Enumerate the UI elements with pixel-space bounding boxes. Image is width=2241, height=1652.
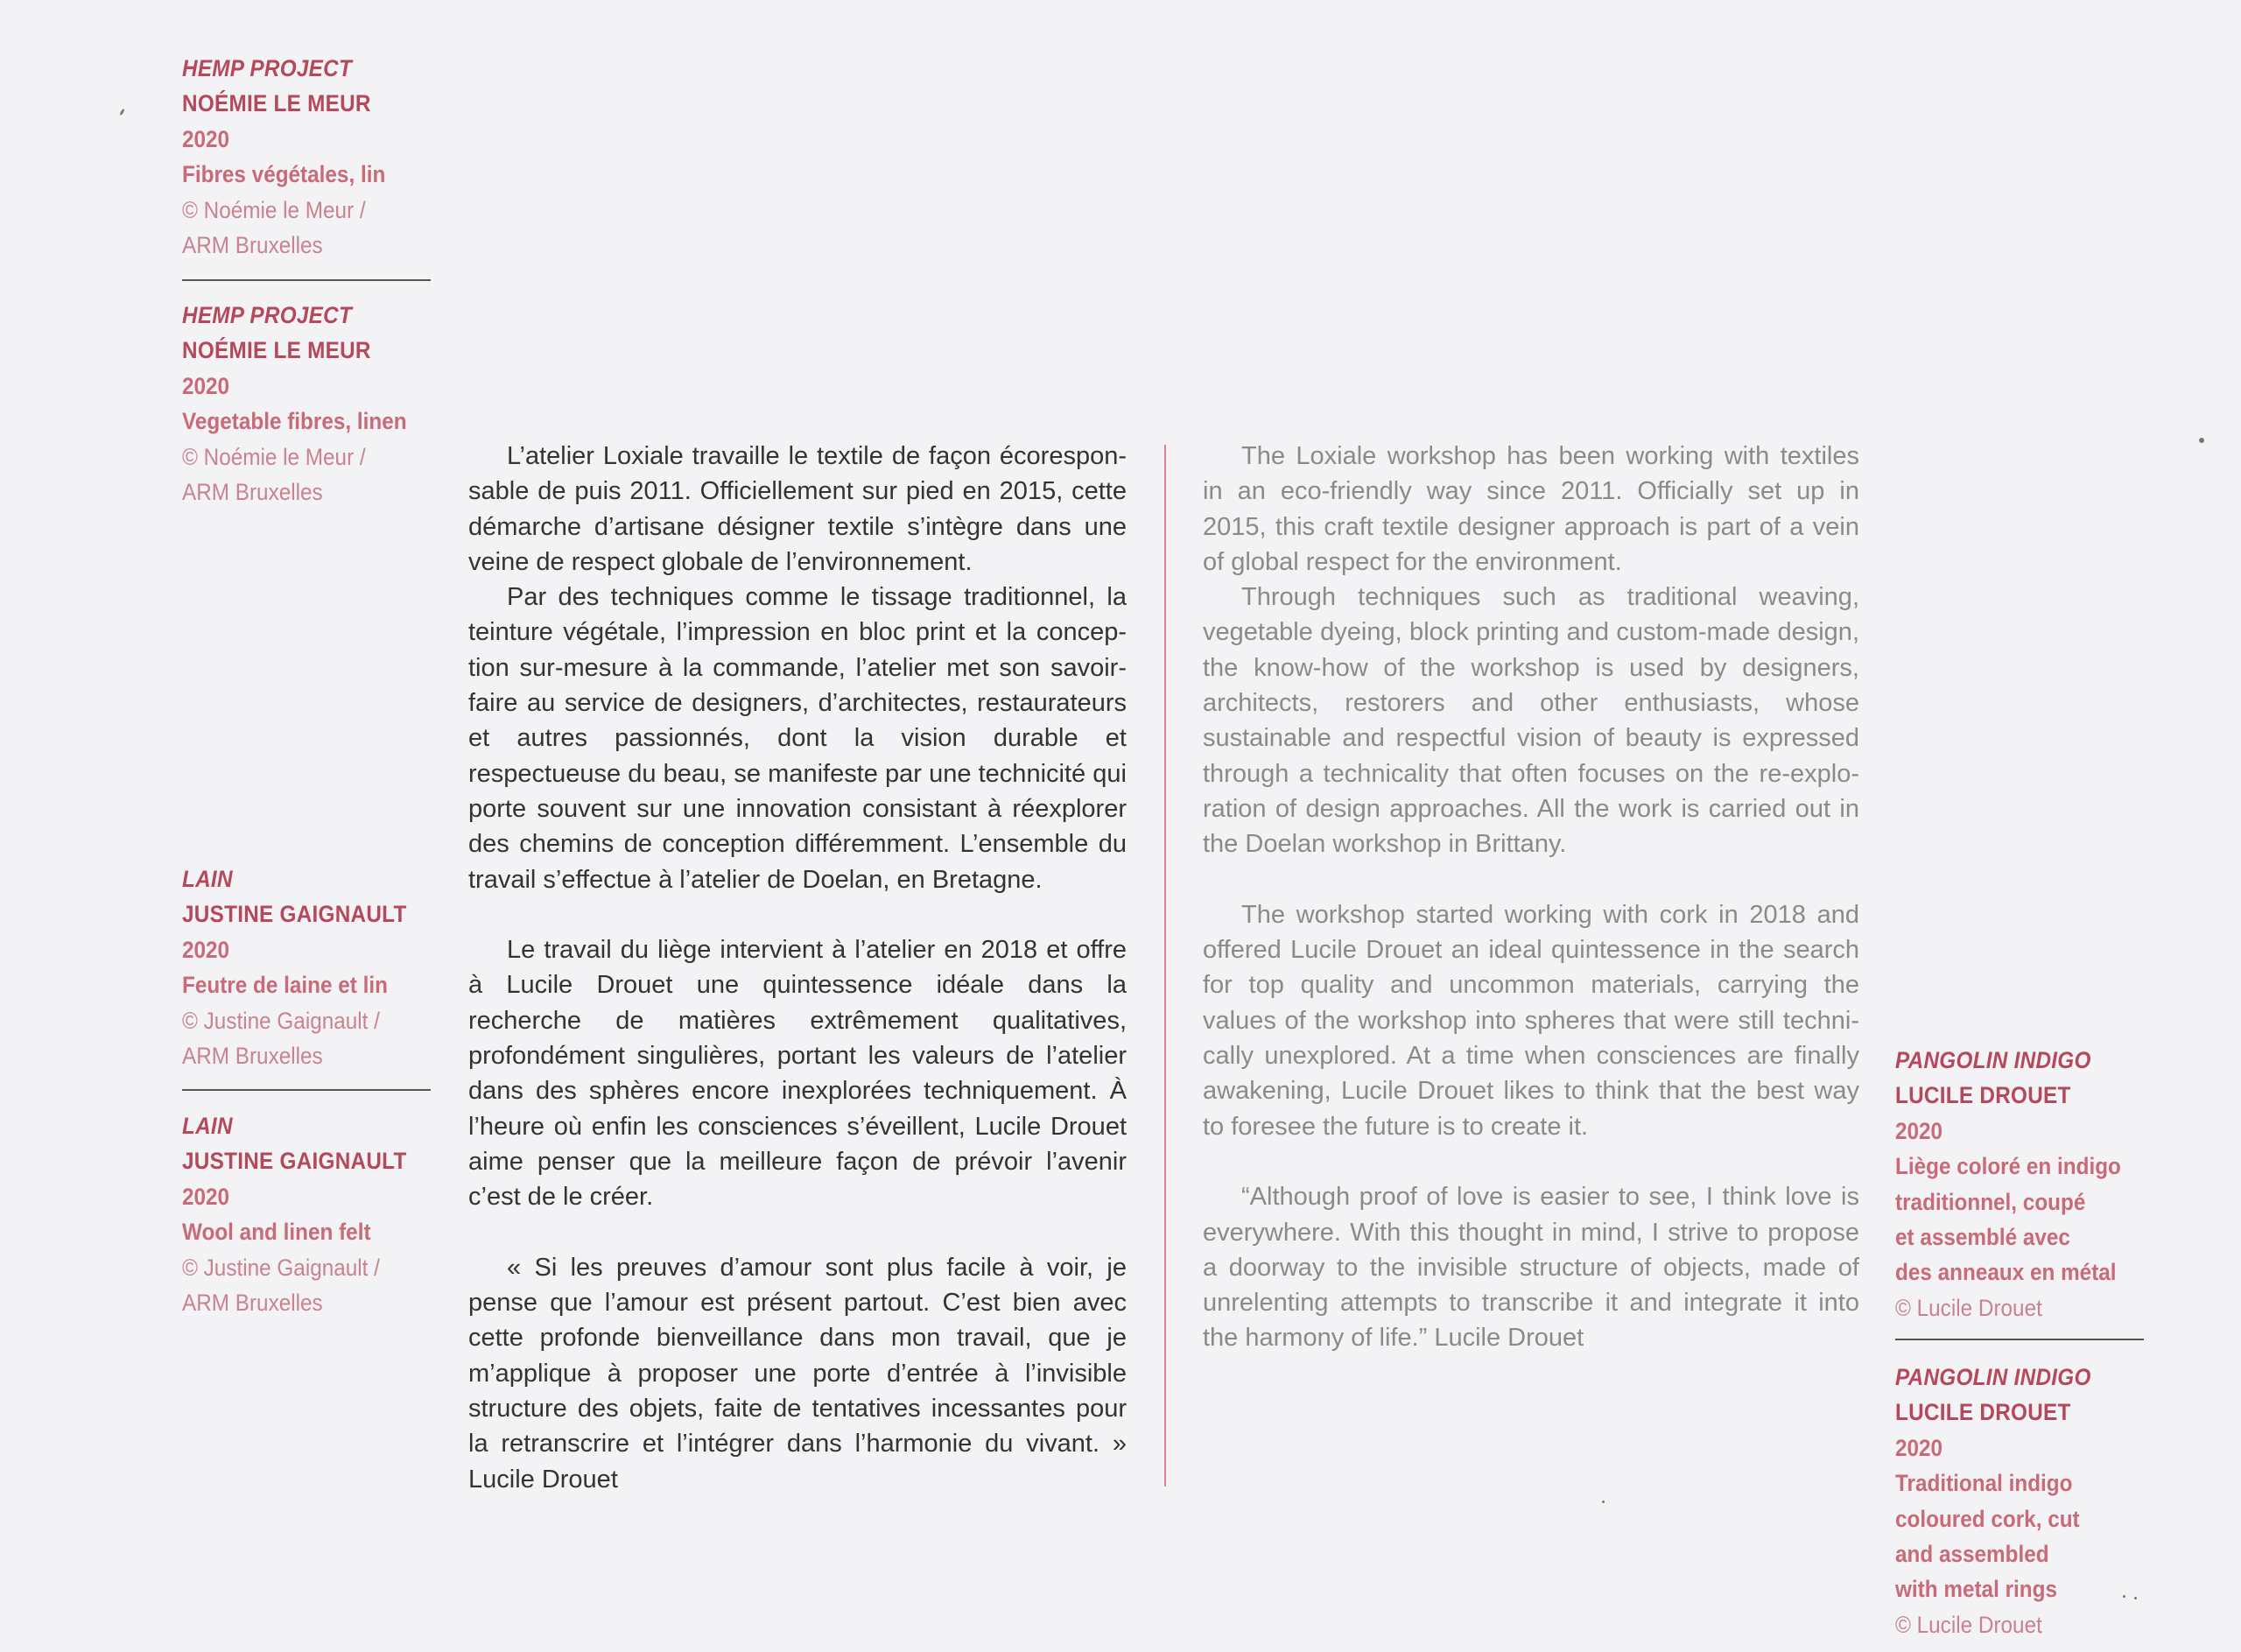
- caption-lain-en: [182, 1108, 407, 1320]
- caption-project-title: HEMP PROJECT: [182, 55, 353, 81]
- caption-credit: © Justine Gaignault /: [182, 1254, 380, 1281]
- caption-materials: Feutre de laine et lin: [182, 972, 388, 999]
- caption-artist-name: LUCILE DROUET: [1895, 1082, 2071, 1109]
- scan-speck: [2123, 1595, 2125, 1598]
- english-paragraph: Through techniques such as traditional weaving, vegetable dyeing, block printing and custom-made design, the know-how of the workshop is used by designers, architects, restorers and other enthusiasts, whose sustainable and respectful vision of beauty is expressed through a technicality that often focuses on the re-exploration of design approaches. All the work is carried out in the Doelan workshop in Brittany.: [1203, 583, 1859, 859]
- caption-materials: coloured cork, cut: [1895, 1505, 2080, 1532]
- caption-credit: ARM Bruxelles: [182, 1290, 323, 1317]
- caption-artist-name: JUSTINE GAIGNAULT: [182, 901, 407, 928]
- caption-materials: et assemblé avec: [1895, 1224, 2070, 1251]
- caption-pangolin-indigo-en: [1895, 1360, 2091, 1642]
- english-paragraph: The workshop started working with cork in 2018 and offered Lucile Drouet an ideal quintessence in the search for top quality and uncommon materials, carrying the values of the workshop into spheres that were still technically unexplored. At a time when consciences are finally awakening, Lucile Drouet likes to think that the best way to foresee the future is to create it.: [1203, 900, 1859, 1141]
- caption-credit: © Noémie le Meur /: [182, 196, 366, 223]
- scan-speck: [2134, 1597, 2137, 1599]
- french-paragraph: Le travail du liège intervient à l’atelier en 2018 et offre à Lucile Drouet une quintessence idéale dans la recherche de matières extrêmement qualitatives, profondément singulières, portant les valeurs de l’atelier dans des sphères encore inexplorées techniquement. À l’heure où enfin les consciences s’éveillent, Lucile Drouet aime penser que la meilleure façon de prévoir l’avenir c’est de le créer.: [468, 936, 1127, 1212]
- caption-project-title: PANGOLIN INDIGO: [1895, 1364, 2091, 1390]
- caption-materials: des anneaux en métal: [1895, 1259, 2117, 1286]
- caption-materials: with metal rings: [1895, 1576, 2057, 1603]
- caption-credit: © Lucile Drouet: [1895, 1611, 2042, 1638]
- caption-project-title: HEMP PROJECT: [182, 302, 353, 328]
- caption-pangolin-indigo-fr: [1895, 1043, 2121, 1325]
- caption-year: 2020: [182, 1183, 230, 1210]
- caption-project-title: PANGOLIN INDIGO: [1895, 1047, 2091, 1073]
- caption-credit: ARM Bruxelles: [182, 232, 323, 259]
- caption-year: 2020: [182, 372, 230, 399]
- french-paragraph: L’atelier Loxiale travaille le textile de façon écoresponsable de puis 2011. Officiellement sur pied en 2015, cette démarche d’artisane désigner textile s’intègre dans une veine de respect globale de l’environnement.: [468, 442, 1127, 576]
- scan-speck: [1602, 1501, 1605, 1503]
- caption-materials: Wool and linen felt: [182, 1219, 371, 1246]
- caption-lain-fr: [182, 861, 407, 1073]
- caption-year: 2020: [1895, 1117, 1943, 1144]
- caption-materials: Fibres végétales, lin: [182, 161, 386, 188]
- english-text-column: [1203, 439, 1859, 1356]
- caption-materials: Liège coloré en indigo: [1895, 1153, 2121, 1180]
- english-paragraph: The Loxiale workshop has been working with textiles in an eco-friendly way since 2011. Officially set up in 2015, this craft textile designer approach is part of a vein of global respect for the environment.: [1203, 442, 1859, 576]
- caption-year: 2020: [182, 125, 230, 152]
- caption-year: 2020: [182, 936, 230, 963]
- caption-credit: © Lucile Drouet: [1895, 1294, 2042, 1321]
- english-quote-paragraph: “Although proof of love is easier to see, I think love is everywhere. With this thought in mind, I strive to propose a doorway to the invisible structure of objects, made of unrelenting attempts to transcribe it and integrate it into the harmony of life.” Lucile Drouet: [1203, 1183, 1859, 1353]
- caption-materials: and assembled: [1895, 1541, 2049, 1568]
- caption-artist-name: NOÉMIE LE MEUR: [182, 337, 371, 364]
- caption-artist-name: NOÉMIE LE MEUR: [182, 90, 371, 117]
- caption-credit: ARM Bruxelles: [182, 479, 323, 506]
- caption-materials: traditionnel, coupé: [1895, 1188, 2086, 1215]
- caption-materials: Vegetable fibres, linen: [182, 408, 407, 435]
- french-text-column: [468, 439, 1127, 1497]
- caption-credit: © Noémie le Meur /: [182, 443, 366, 470]
- caption-credit: ARM Bruxelles: [182, 1043, 323, 1070]
- french-paragraph: Par des techniques comme le tissage traditionnel, la teinture végétale, l’impression en bloc print et la conception sur-mesure à la commande, l’atelier met son savoir-faire au service de designers, d’architectes, restaurateurs et autres passionnés, dont la vision durable et respectueuse du beau, se manifeste par une technicité qui porte souvent sur une innovation consistant à réexplorer des chemins de conception différemment. L’ensemble du travail s’effectue à l’atelier de Doelan, en Bretagne.: [468, 583, 1127, 894]
- scan-speck: [119, 109, 125, 116]
- caption-hemp-project-en: [182, 298, 407, 510]
- caption-project-title: LAIN: [182, 866, 233, 892]
- caption-credit: © Justine Gaignault /: [182, 1007, 380, 1034]
- column-divider: [1164, 445, 1166, 1487]
- caption-hemp-project-fr: [182, 51, 385, 263]
- caption-materials: Traditional indigo: [1895, 1470, 2073, 1497]
- french-quote-paragraph: « Si les preuves d’amour sont plus facile à voir, je pense que l’amour est présent partout. C’est bien avec cette profonde bienveillance dans mon travail, que je m’applique à proposer une porte d’entrée à l’invisible structure des objets, faite de tentatives incessantes pour la retranscrire et l’intégrer dans l’harmonie du vivant. » Lucile Drouet: [468, 1253, 1127, 1494]
- caption-year: 2020: [1895, 1434, 1943, 1461]
- scan-speck: [2199, 438, 2204, 443]
- caption-separator-rule: [182, 279, 431, 281]
- caption-separator-rule: [182, 1089, 431, 1091]
- caption-separator-rule: [1895, 1339, 2144, 1340]
- caption-artist-name: LUCILE DROUET: [1895, 1399, 2071, 1426]
- caption-project-title: LAIN: [182, 1113, 233, 1139]
- caption-artist-name: JUSTINE GAIGNAULT: [182, 1148, 407, 1175]
